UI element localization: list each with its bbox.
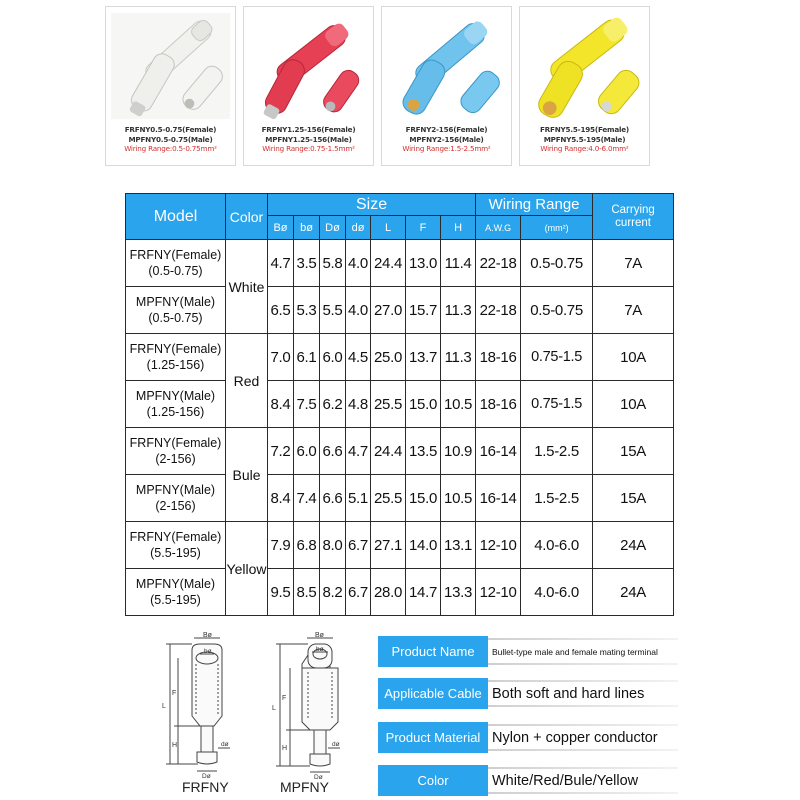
header-dim-H: H	[441, 216, 476, 240]
yellow-terminals-illustration	[525, 12, 644, 120]
dim-cell: 27.0	[371, 287, 406, 334]
dim-label-b: bø	[204, 648, 212, 655]
current-cell: 15A	[593, 475, 674, 522]
dim-cell: 25.0	[371, 334, 406, 381]
dim-cell: 5.8	[320, 240, 346, 287]
info-label: Product Name	[378, 636, 488, 667]
info-row-color	[378, 765, 678, 796]
header-awg: A.W.G	[476, 216, 521, 240]
model-cell: FRFNY(Female) (0.5-0.75)	[126, 240, 226, 287]
dim-cell: 7.9	[268, 522, 294, 569]
dim-cell: 4.7	[268, 240, 294, 287]
dim-cell: 25.5	[371, 475, 406, 522]
dim-cell: 6.1	[294, 334, 320, 381]
dim-cell: 6.0	[320, 334, 346, 381]
info-value: Bullet-type male and female mating terminal	[492, 646, 658, 657]
female-model-text: FRFNY5.5-195(Female)	[539, 125, 630, 134]
dim-cell: 6.0	[294, 428, 320, 475]
dim-cell: 3.5	[294, 240, 320, 287]
dim-label-F: F	[172, 690, 177, 697]
dim-cell: 14.7	[406, 569, 441, 616]
mm2-cell: 1.5-2.5	[521, 475, 593, 522]
color-cell: Red	[226, 334, 268, 428]
info-label: Color	[378, 765, 488, 796]
info-value: Nylon + copper conductor	[492, 729, 658, 746]
model-cell: FRFNY(Female) (1.25-156)	[126, 334, 226, 381]
card-caption	[244, 125, 373, 154]
info-value: White/Red/Bule/Yellow	[492, 772, 639, 789]
dim-cell: 13.7	[406, 334, 441, 381]
awg-cell: 16-14	[476, 475, 521, 522]
current-cell: 10A	[593, 381, 674, 428]
table-row	[126, 569, 674, 616]
info-row-product-material	[378, 722, 678, 753]
info-row-applicable-cable	[378, 678, 678, 709]
dim-cell: 24.4	[371, 240, 406, 287]
dim-cell: 28.0	[371, 569, 406, 616]
dim-cell: 4.7	[346, 428, 371, 475]
dim-cell: 11.3	[441, 287, 476, 334]
header-size: Size	[268, 194, 476, 216]
dim-cell: 24.4	[371, 428, 406, 475]
terminal-photo-yellow	[525, 12, 644, 120]
dim-label-b: bø	[316, 646, 324, 653]
table-row	[126, 240, 674, 287]
table-row	[126, 428, 674, 475]
mm2-cell: 4.0-6.0	[521, 569, 593, 616]
mm2-cell: 0.5-0.75	[521, 287, 593, 334]
dim-cell: 13.1	[441, 522, 476, 569]
awg-cell: 22-18	[476, 240, 521, 287]
current-cell: 24A	[593, 569, 674, 616]
female-model-text: FRFNY0.5-0.75(Female)	[124, 125, 217, 134]
product-card-blue	[381, 6, 512, 166]
table-row	[126, 381, 674, 428]
dim-cell: 8.5	[294, 569, 320, 616]
product-card-white	[105, 6, 236, 166]
dim-cell: 6.5	[268, 287, 294, 334]
dim-label-L: L	[272, 705, 276, 712]
dim-cell: 13.5	[406, 428, 441, 475]
dim-cell: 4.0	[346, 287, 371, 334]
dim-cell: 6.2	[320, 381, 346, 428]
dim-label-B: Bø	[315, 632, 324, 639]
white-terminals-illustration	[111, 12, 230, 120]
terminal-photo-blue	[387, 12, 506, 120]
dim-cell: 27.1	[371, 522, 406, 569]
card-caption	[106, 125, 235, 154]
header-model: Model	[126, 194, 226, 240]
model-cell: FRFNY(Female) (2-156)	[126, 428, 226, 475]
table-row	[126, 287, 674, 334]
dim-cell: 8.4	[268, 475, 294, 522]
dim-cell: 4.5	[346, 334, 371, 381]
female-model-text: FRFNY1.25-156(Female)	[261, 125, 356, 134]
product-card-red	[243, 6, 374, 166]
awg-cell: 12-10	[476, 522, 521, 569]
dim-label-D: Dø	[202, 773, 211, 780]
dim-label-H: H	[172, 742, 178, 749]
specification-table	[125, 193, 674, 616]
mm2-cell: 0.75-1.5	[521, 334, 593, 381]
diagram-label-frfny: FRFNY	[182, 779, 229, 795]
dim-cell: 9.5	[268, 569, 294, 616]
dim-cell: 5.5	[320, 287, 346, 334]
male-model-text: MPFNY0.5-0.75(Male)	[128, 134, 213, 144]
current-cell: 7A	[593, 240, 674, 287]
awg-cell: 12-10	[476, 569, 521, 616]
dim-cell: 8.0	[320, 522, 346, 569]
mm2-cell: 0.75-1.5	[521, 381, 593, 428]
table-row	[126, 475, 674, 522]
info-label: Applicable Cable	[378, 678, 488, 709]
product-card-yellow	[519, 6, 650, 166]
model-cell: MPFNY(Male) (2-156)	[126, 475, 226, 522]
dim-cell: 15.7	[406, 287, 441, 334]
card-caption	[382, 125, 511, 154]
dim-cell: 7.4	[294, 475, 320, 522]
mm2-cell: 0.5-0.75	[521, 240, 593, 287]
info-row-product-name	[378, 636, 678, 667]
current-cell: 15A	[593, 428, 674, 475]
dim-cell: 4.8	[346, 381, 371, 428]
header-mm2: (mm²)	[521, 216, 593, 240]
male-model-text: MPFNY5.5-195(Male)	[543, 134, 626, 144]
dim-cell: 15.0	[406, 381, 441, 428]
model-cell: MPFNY(Male) (0.5-0.75)	[126, 287, 226, 334]
dim-cell: 11.3	[441, 334, 476, 381]
awg-cell: 18-16	[476, 334, 521, 381]
female-model-text: FRFNY2-156(Female)	[405, 125, 488, 134]
product-cards	[105, 6, 655, 166]
awg-cell: 22-18	[476, 287, 521, 334]
dim-cell: 10.5	[441, 475, 476, 522]
card-caption	[520, 125, 649, 154]
male-model-text: MPFNY1.25-156(Male)	[265, 134, 352, 144]
header-dim-b: bø	[294, 216, 320, 240]
diagram-label-mpfny: MPFNY	[280, 779, 329, 795]
header-carrying-current	[593, 194, 674, 240]
dim-cell: 11.4	[441, 240, 476, 287]
dim-cell: 25.5	[371, 381, 406, 428]
dim-cell: 8.2	[320, 569, 346, 616]
wiring-range-text: Wiring Range:0.75-1.5mm²	[262, 144, 355, 153]
dim-label-d: dø	[332, 741, 340, 748]
header-dim-d: dø	[346, 216, 371, 240]
dim-cell: 7.2	[268, 428, 294, 475]
wiring-range-text: Wiring Range:4.0-6.0mm²	[540, 144, 629, 153]
blue-terminals-illustration	[387, 12, 506, 120]
current-cell: 24A	[593, 522, 674, 569]
dim-cell: 8.4	[268, 381, 294, 428]
dim-cell: 6.6	[320, 475, 346, 522]
terminal-dimension-drawing	[150, 630, 380, 795]
wiring-range-text: Wiring Range:1.5-2.5mm²	[402, 144, 491, 153]
model-cell: MPFNY(Male) (5.5-195)	[126, 569, 226, 616]
current-cell: 10A	[593, 334, 674, 381]
color-cell: Yellow	[226, 522, 268, 616]
dim-cell: 10.5	[441, 381, 476, 428]
dim-label-L: L	[162, 703, 166, 710]
dim-cell: 6.7	[346, 569, 371, 616]
dim-cell: 6.8	[294, 522, 320, 569]
dimension-diagrams	[150, 630, 380, 795]
dim-cell: 15.0	[406, 475, 441, 522]
dim-cell: 6.6	[320, 428, 346, 475]
dim-cell: 4.0	[346, 240, 371, 287]
dim-cell: 5.3	[294, 287, 320, 334]
red-terminals-illustration	[249, 12, 368, 120]
header-dim-F: F	[406, 216, 441, 240]
table-row	[126, 522, 674, 569]
header-dim-B: Bø	[268, 216, 294, 240]
mm2-cell: 1.5-2.5	[521, 428, 593, 475]
dim-label-F: F	[282, 695, 287, 702]
header-color: Color	[226, 194, 268, 240]
terminal-photo-red	[249, 12, 368, 120]
table-row	[126, 334, 674, 381]
mm2-cell: 4.0-6.0	[521, 522, 593, 569]
dim-cell: 13.3	[441, 569, 476, 616]
wiring-range-text: Wiring Range:0.5-0.75mm²	[124, 144, 217, 153]
info-value: Both soft and hard lines	[492, 685, 645, 702]
header-wiring-range: Wiring Range	[476, 194, 593, 216]
dim-label-B: Bø	[203, 632, 212, 639]
current-cell: 7A	[593, 287, 674, 334]
header-dim-L: L	[371, 216, 406, 240]
dim-label-H: H	[282, 745, 288, 752]
color-cell: Bule	[226, 428, 268, 522]
awg-cell: 18-16	[476, 381, 521, 428]
header-dim-D: Dø	[320, 216, 346, 240]
color-cell: White	[226, 240, 268, 334]
header-carrying-line1: Carrying	[611, 203, 655, 216]
dim-cell: 10.9	[441, 428, 476, 475]
dim-cell: 5.1	[346, 475, 371, 522]
info-label: Product Material	[378, 722, 488, 753]
dim-cell: 14.0	[406, 522, 441, 569]
model-cell: MPFNY(Male) (1.25-156)	[126, 381, 226, 428]
table-header-row	[126, 194, 674, 216]
male-model-text: MPFNY2-156(Male)	[409, 134, 484, 144]
dim-cell: 7.0	[268, 334, 294, 381]
model-cell: FRFNY(Female) (5.5-195)	[126, 522, 226, 569]
terminal-photo-white	[111, 12, 230, 120]
dim-cell: 13.0	[406, 240, 441, 287]
header-carrying-line2: current	[615, 216, 651, 229]
awg-cell: 16-14	[476, 428, 521, 475]
dim-cell: 6.7	[346, 522, 371, 569]
dim-label-D: Dø	[314, 774, 323, 781]
dim-label-d: dø	[221, 741, 229, 748]
dim-cell: 7.5	[294, 381, 320, 428]
